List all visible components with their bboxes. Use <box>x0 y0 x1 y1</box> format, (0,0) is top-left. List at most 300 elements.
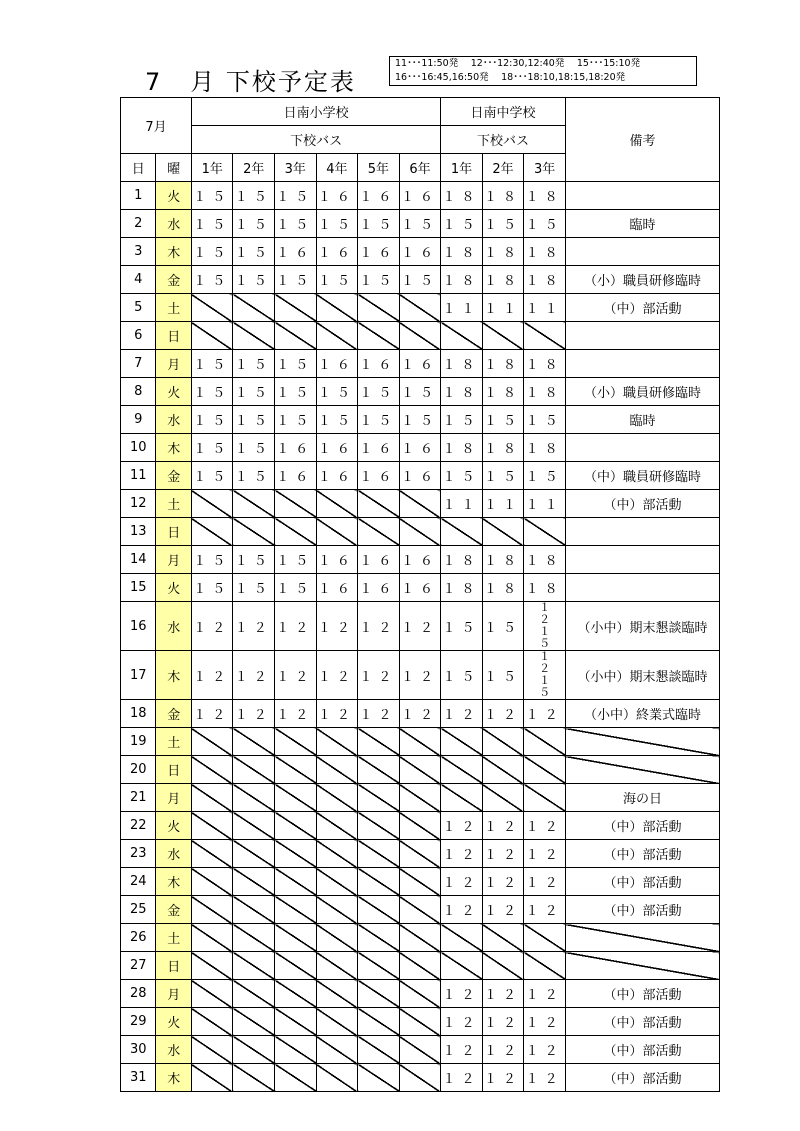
blank-cell <box>275 812 317 840</box>
blank-cell <box>233 812 275 840</box>
note-cell <box>565 350 719 378</box>
table-row <box>121 518 720 546</box>
mid-bus-cell: １２ <box>441 812 483 840</box>
blank-cell <box>399 812 441 840</box>
mid-bus-cell: １８ <box>524 182 566 210</box>
elem-bus-cell: １５ <box>399 210 441 238</box>
blank-cell <box>399 294 441 322</box>
grade-header: 3年 <box>275 154 317 182</box>
blank-cell <box>191 518 233 546</box>
note-cell: 海の日 <box>565 784 719 812</box>
elem-bus-cell: １５ <box>191 462 233 490</box>
elem-bus-cell: １５ <box>191 574 233 602</box>
day-cell: 30 <box>121 1036 156 1064</box>
elem-bus-cell: １２ <box>316 700 358 728</box>
day-cell: 26 <box>121 924 156 952</box>
blank-cell <box>358 294 400 322</box>
blank-cell <box>482 756 524 784</box>
elem-bus-cell: １６ <box>316 574 358 602</box>
note-cell: 臨時 <box>565 210 719 238</box>
weekday-cell: 木 <box>156 651 191 700</box>
weekday-cell: 土 <box>156 490 191 518</box>
elem-bus-header: 下校バス <box>191 126 440 154</box>
elem-bus-cell: １５ <box>233 350 275 378</box>
day-cell: 12 <box>121 490 156 518</box>
elem-bus-cell: １５ <box>191 210 233 238</box>
weekday-cell: 月 <box>156 350 191 378</box>
mid-bus-cell: １２ <box>524 868 566 896</box>
blank-cell <box>316 840 358 868</box>
grade-header: 1年 <box>441 154 483 182</box>
table-row <box>121 574 720 602</box>
mid-bus-cell: １８ <box>441 238 483 266</box>
blank-cell <box>233 980 275 1008</box>
weekday-cell: 日 <box>156 952 191 980</box>
grade-header: 1年 <box>191 154 233 182</box>
mid-bus-cell: １２ <box>482 1036 524 1064</box>
mid-bus-cell: １２ <box>482 812 524 840</box>
table-row <box>121 490 720 518</box>
blank-cell <box>524 784 566 812</box>
mid-bus-cell: １５ <box>441 651 483 700</box>
blank-cell <box>358 952 400 980</box>
table-row <box>121 980 720 1008</box>
weekday-cell: 金 <box>156 462 191 490</box>
mid-bus-cell: １２ １５ <box>524 602 566 651</box>
note-cell: （中）部活動 <box>565 1008 719 1036</box>
note-blank-cell <box>565 924 719 952</box>
elem-bus-cell: １５ <box>275 406 317 434</box>
blank-cell <box>399 322 441 350</box>
elem-bus-cell: １５ <box>275 266 317 294</box>
mid-bus-cell: １１ <box>441 490 483 518</box>
blank-cell <box>275 490 317 518</box>
elem-bus-cell: １６ <box>399 238 441 266</box>
blank-cell <box>482 952 524 980</box>
blank-cell <box>275 840 317 868</box>
mid-bus-cell: １８ <box>482 434 524 462</box>
blank-cell <box>275 518 317 546</box>
elem-bus-cell: １２ <box>275 651 317 700</box>
mid-bus-cell: １２ <box>524 840 566 868</box>
blank-cell <box>399 896 441 924</box>
weekday-cell: 土 <box>156 728 191 756</box>
table-row <box>121 1036 720 1064</box>
blank-cell <box>358 1064 400 1092</box>
elem-bus-cell: １５ <box>233 462 275 490</box>
day-cell: 18 <box>121 700 156 728</box>
blank-cell <box>275 868 317 896</box>
weekday-cell: 木 <box>156 434 191 462</box>
blank-cell <box>233 1036 275 1064</box>
mid-bus-cell: １２ <box>441 896 483 924</box>
table-row <box>121 434 720 462</box>
mid-bus-cell: １２ <box>524 896 566 924</box>
day-cell: 9 <box>121 406 156 434</box>
mid-bus-cell: １１ <box>482 490 524 518</box>
table-row <box>121 651 720 700</box>
day-cell: 13 <box>121 518 156 546</box>
elem-bus-cell: １２ <box>275 602 317 651</box>
day-cell: 10 <box>121 434 156 462</box>
blank-cell <box>191 868 233 896</box>
blank-cell <box>275 728 317 756</box>
mid-bus-cell: １２ <box>482 1008 524 1036</box>
elem-bus-cell: １５ <box>358 378 400 406</box>
elem-bus-cell: １５ <box>275 210 317 238</box>
elem-bus-cell: １６ <box>399 350 441 378</box>
blank-cell <box>316 294 358 322</box>
blank-cell <box>524 728 566 756</box>
table-row <box>121 812 720 840</box>
weekday-cell: 月 <box>156 784 191 812</box>
mid-bus-header: 下校バス <box>441 126 566 154</box>
day-cell: 25 <box>121 896 156 924</box>
elem-bus-cell: １６ <box>275 462 317 490</box>
day-cell: 7 <box>121 350 156 378</box>
elem-bus-cell: １２ <box>191 700 233 728</box>
grade-header: 2年 <box>482 154 524 182</box>
blank-cell <box>233 294 275 322</box>
mid-bus-cell: １８ <box>441 434 483 462</box>
mid-bus-cell: １８ <box>441 266 483 294</box>
blank-cell <box>275 1064 317 1092</box>
weekday-cell: 木 <box>156 238 191 266</box>
mid-bus-cell: １２ <box>482 840 524 868</box>
blank-cell <box>275 980 317 1008</box>
blank-cell <box>275 924 317 952</box>
table-row <box>121 266 720 294</box>
blank-cell <box>399 1064 441 1092</box>
blank-cell <box>399 952 441 980</box>
blank-cell <box>399 518 441 546</box>
mid-bus-cell: １５ <box>524 406 566 434</box>
elem-bus-cell: １５ <box>191 238 233 266</box>
table-row <box>121 1064 720 1092</box>
blank-cell <box>399 1008 441 1036</box>
note-cell: 臨時 <box>565 406 719 434</box>
elem-bus-cell: １５ <box>275 574 317 602</box>
elem-bus-cell: １６ <box>358 462 400 490</box>
elem-bus-cell: １６ <box>358 350 400 378</box>
blank-cell <box>233 952 275 980</box>
note-cell: （小中）期末懇談臨時 <box>565 602 719 651</box>
elem-bus-cell: １５ <box>316 266 358 294</box>
blank-cell <box>316 490 358 518</box>
table-row <box>121 406 720 434</box>
blank-cell <box>482 924 524 952</box>
elem-bus-cell: １６ <box>358 182 400 210</box>
elem-bus-cell: １２ <box>358 651 400 700</box>
mid-bus-cell: １８ <box>524 434 566 462</box>
blank-cell <box>191 896 233 924</box>
blank-cell <box>191 490 233 518</box>
mid-bus-cell: １２ <box>524 980 566 1008</box>
page-title <box>145 62 356 97</box>
blank-cell <box>275 322 317 350</box>
mid-bus-cell: １２ <box>482 868 524 896</box>
blank-cell <box>399 490 441 518</box>
mid-bus-cell: １２ <box>441 840 483 868</box>
elem-bus-cell: １２ <box>275 700 317 728</box>
elem-bus-cell: １２ <box>399 651 441 700</box>
mid-bus-cell: １２ <box>441 980 483 1008</box>
blank-cell <box>316 868 358 896</box>
blank-cell <box>275 896 317 924</box>
elem-bus-cell: １５ <box>191 546 233 574</box>
grade-header: 5年 <box>358 154 400 182</box>
blank-cell <box>524 322 566 350</box>
note-cell: （中）部活動 <box>565 840 719 868</box>
elem-school-header: 日南小学校 <box>191 98 440 126</box>
day-cell: 31 <box>121 1064 156 1092</box>
legend-line-1: 11･･･11:50発 12･･･12:30,12:40発 15･･･15:10発 <box>395 58 641 69</box>
elem-bus-cell: １２ <box>316 651 358 700</box>
table-row <box>121 294 720 322</box>
note-cell: （中）部活動 <box>565 1036 719 1064</box>
blank-cell <box>316 756 358 784</box>
day-cell: 5 <box>121 294 156 322</box>
mid-bus-cell: １１ <box>482 294 524 322</box>
elem-bus-cell: １６ <box>399 434 441 462</box>
mid-bus-cell: １５ <box>482 602 524 651</box>
mid-bus-cell: １５ <box>524 462 566 490</box>
blank-cell <box>524 756 566 784</box>
blank-cell <box>316 1064 358 1092</box>
mid-bus-cell: １２ <box>524 812 566 840</box>
mid-bus-cell: １８ <box>482 378 524 406</box>
day-cell: 1 <box>121 182 156 210</box>
mid-school-header: 日南中学校 <box>441 98 566 126</box>
mid-bus-cell: １５ <box>482 651 524 700</box>
table-row <box>121 896 720 924</box>
mid-bus-cell: １２ <box>482 1064 524 1092</box>
note-cell <box>565 546 719 574</box>
blank-cell <box>482 728 524 756</box>
elem-bus-cell: １５ <box>233 182 275 210</box>
table-row <box>121 868 720 896</box>
blank-cell <box>191 322 233 350</box>
blank-cell <box>399 980 441 1008</box>
elem-bus-cell: １５ <box>233 210 275 238</box>
blank-cell <box>191 728 233 756</box>
note-cell: （中）部活動 <box>565 812 719 840</box>
weekday-cell: 火 <box>156 1008 191 1036</box>
table-row <box>121 700 720 728</box>
blank-cell <box>191 840 233 868</box>
blank-cell <box>316 1008 358 1036</box>
mid-bus-cell: １８ <box>482 350 524 378</box>
blank-cell <box>233 840 275 868</box>
mid-bus-cell: １５ <box>482 462 524 490</box>
blank-cell <box>441 728 483 756</box>
blank-cell <box>191 1036 233 1064</box>
weekday-cell: 土 <box>156 924 191 952</box>
elem-bus-cell: １６ <box>358 574 400 602</box>
elem-bus-cell: １６ <box>316 182 358 210</box>
mid-bus-cell: １５ <box>441 462 483 490</box>
day-cell: 27 <box>121 952 156 980</box>
day-cell: 28 <box>121 980 156 1008</box>
table-row <box>121 924 720 952</box>
mid-bus-cell: １８ <box>482 266 524 294</box>
mid-bus-cell: １１ <box>441 294 483 322</box>
grade-header: 6年 <box>399 154 441 182</box>
mid-bus-cell: １８ <box>441 378 483 406</box>
day-cell: 29 <box>121 1008 156 1036</box>
blank-cell <box>316 896 358 924</box>
blank-cell <box>191 1064 233 1092</box>
mid-bus-cell: １２ <box>524 1008 566 1036</box>
blank-cell <box>358 1036 400 1064</box>
elem-bus-cell: １５ <box>399 378 441 406</box>
mid-bus-cell: １８ <box>482 238 524 266</box>
day-cell: 11 <box>121 462 156 490</box>
blank-cell <box>316 784 358 812</box>
weekday-cell: 金 <box>156 266 191 294</box>
elem-bus-cell: １２ <box>233 651 275 700</box>
elem-bus-cell: １５ <box>358 406 400 434</box>
grade-header: 4年 <box>316 154 358 182</box>
blank-cell <box>191 952 233 980</box>
blank-cell <box>482 518 524 546</box>
day-cell: 2 <box>121 210 156 238</box>
blank-cell <box>191 980 233 1008</box>
blank-cell <box>358 490 400 518</box>
blank-cell <box>524 952 566 980</box>
elem-bus-cell: １５ <box>316 210 358 238</box>
elem-bus-cell: １５ <box>233 546 275 574</box>
title-label: 月 下校予定表 <box>190 68 356 96</box>
blank-cell <box>358 784 400 812</box>
blank-cell <box>316 1036 358 1064</box>
note-cell <box>565 518 719 546</box>
blank-cell <box>316 812 358 840</box>
mid-bus-cell: １２ <box>524 1064 566 1092</box>
blank-cell <box>399 840 441 868</box>
day-cell: 24 <box>121 868 156 896</box>
elem-bus-cell: １５ <box>191 266 233 294</box>
elem-bus-cell: １６ <box>316 546 358 574</box>
blank-cell <box>191 1008 233 1036</box>
month-header: 7月 <box>121 98 192 154</box>
elem-bus-cell: １２ <box>399 700 441 728</box>
elem-bus-cell: １５ <box>191 434 233 462</box>
mid-bus-cell: １８ <box>441 574 483 602</box>
elem-bus-cell: １２ <box>191 651 233 700</box>
blank-cell <box>358 840 400 868</box>
blank-cell <box>358 868 400 896</box>
blank-cell <box>233 756 275 784</box>
weekday-cell: 火 <box>156 378 191 406</box>
blank-cell <box>233 896 275 924</box>
day-cell: 22 <box>121 812 156 840</box>
blank-cell <box>358 756 400 784</box>
blank-cell <box>399 924 441 952</box>
elem-bus-cell: １６ <box>358 546 400 574</box>
elem-bus-cell: １５ <box>358 266 400 294</box>
notes-header: 備考 <box>565 98 719 182</box>
weekday-cell: 火 <box>156 574 191 602</box>
weekday-cell: 日 <box>156 756 191 784</box>
mid-bus-cell: １２ <box>482 896 524 924</box>
day-cell: 14 <box>121 546 156 574</box>
elem-bus-cell: １６ <box>316 462 358 490</box>
weekday-cell: 月 <box>156 546 191 574</box>
blank-cell <box>358 924 400 952</box>
weekday-cell: 木 <box>156 1064 191 1092</box>
elem-bus-cell: １５ <box>399 266 441 294</box>
weekday-cell: 火 <box>156 182 191 210</box>
note-cell: （小）職員研修臨時 <box>565 378 719 406</box>
mid-bus-cell: １８ <box>524 350 566 378</box>
mid-bus-cell: １５ <box>524 210 566 238</box>
schedule-table <box>120 97 720 1092</box>
mid-bus-cell: １８ <box>482 182 524 210</box>
day-cell: 3 <box>121 238 156 266</box>
note-cell <box>565 322 719 350</box>
legend-line-2: 16･･･16:45,16:50発 18･･･18:10,18:15,18:20発 <box>395 72 626 83</box>
blank-cell <box>233 490 275 518</box>
elem-bus-cell: １６ <box>399 182 441 210</box>
blank-cell <box>233 1064 275 1092</box>
mid-bus-cell: １１ <box>524 490 566 518</box>
elem-bus-cell: １５ <box>233 434 275 462</box>
blank-cell <box>316 980 358 1008</box>
elem-bus-cell: １２ <box>358 700 400 728</box>
elem-bus-cell: １６ <box>316 434 358 462</box>
blank-cell <box>441 924 483 952</box>
mid-bus-cell: １２ １５ <box>524 651 566 700</box>
note-cell: （中）部活動 <box>565 868 719 896</box>
elem-bus-cell: １６ <box>358 238 400 266</box>
elem-bus-cell: １５ <box>233 574 275 602</box>
table-row <box>121 238 720 266</box>
blank-cell <box>358 980 400 1008</box>
elem-bus-cell: １５ <box>316 406 358 434</box>
mid-bus-cell: １８ <box>524 546 566 574</box>
elem-bus-cell: １２ <box>316 602 358 651</box>
note-blank-cell <box>565 756 719 784</box>
blank-cell <box>275 294 317 322</box>
note-cell: （中）部活動 <box>565 896 719 924</box>
table-row <box>121 756 720 784</box>
day-cell: 23 <box>121 840 156 868</box>
note-cell: （小中）期末懇談臨時 <box>565 651 719 700</box>
mid-bus-cell: １２ <box>482 700 524 728</box>
blank-cell <box>399 756 441 784</box>
blank-cell <box>275 784 317 812</box>
mid-bus-cell: １８ <box>524 238 566 266</box>
elem-bus-cell: １５ <box>191 182 233 210</box>
grade-header: 2年 <box>233 154 275 182</box>
blank-cell <box>233 322 275 350</box>
table-row <box>121 952 720 980</box>
blank-cell <box>316 952 358 980</box>
mid-bus-cell: １８ <box>441 182 483 210</box>
blank-cell <box>191 784 233 812</box>
mid-bus-cell: １５ <box>441 406 483 434</box>
blank-cell <box>233 784 275 812</box>
blank-cell <box>358 896 400 924</box>
weekday-cell: 水 <box>156 210 191 238</box>
elem-bus-cell: １２ <box>233 602 275 651</box>
elem-bus-cell: １５ <box>233 406 275 434</box>
blank-cell <box>275 756 317 784</box>
blank-cell <box>275 1036 317 1064</box>
elem-bus-cell: １６ <box>399 546 441 574</box>
mid-bus-cell: １５ <box>441 602 483 651</box>
